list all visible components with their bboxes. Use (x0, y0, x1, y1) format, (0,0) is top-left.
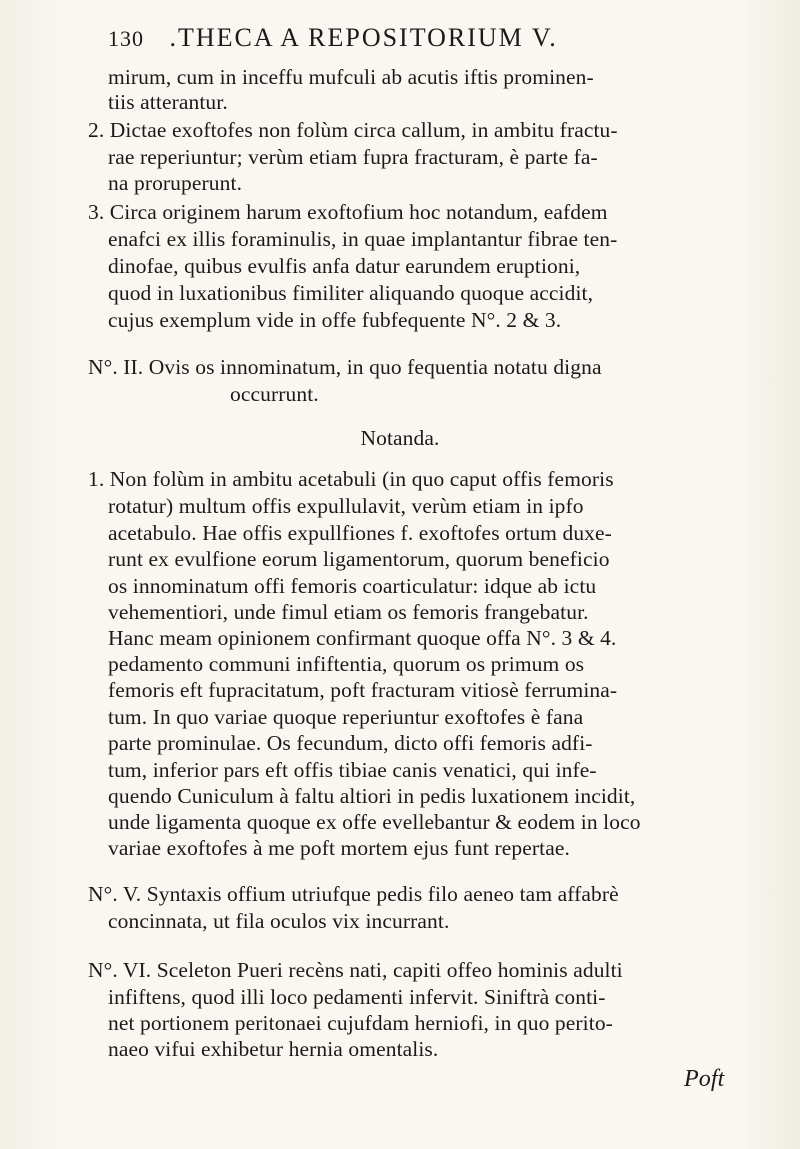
text-line: vehementiori, unde fimul etiam os femoris frangebatur. (108, 600, 589, 624)
text-line: naeo vifui exhibetur hernia omentalis. (108, 1037, 439, 1061)
text-line: 2. Dictae exoftofes non folùm circa callum, in ambitu fractu- (88, 118, 618, 142)
text-line: tum, inferior pars eft offis tibiae canis venatici, qui infe- (108, 758, 597, 782)
text-line: parte prominulae. Os fecundum, dicto offi femoris adfi- (108, 731, 593, 755)
text-line: dinofae, quibus evulfis anfa datur earundem eruptioni, (108, 254, 581, 278)
text-line: net portionem peritonaei cujufdam herniofi, in quo perito- (108, 1011, 613, 1035)
text-line: variae exoftofes à me poft mortem ejus funt repertae. (108, 836, 570, 860)
text-line: enafci ex illis foraminulis, in quae implantantur fibrae ten- (108, 227, 618, 251)
text-line: pedamento communi infiftentia, quorum os primum os (108, 652, 585, 676)
running-header (108, 22, 748, 55)
text-line: rae reperiuntur; verùm etiam fupra fracturam, è parte fa- (108, 145, 598, 169)
text-line: cujus exemplum vide in offe fubfequente N°. 2 & 3. (108, 308, 562, 332)
text-line: os innominatum offi femoris coarticulatur: idque ab ictu (108, 574, 597, 598)
text-line: N°. V. Syntaxis offium utriufque pedis filo aeneo tam affabrè (88, 882, 619, 906)
text-line: 3. Circa originem harum exoftofium hoc notandum, eafdem (88, 200, 608, 224)
text-line: infiftens, quod illi loco pedamenti infervit. Siniftrà conti- (108, 985, 606, 1009)
text-line: 1. Non folùm in ambitu acetabuli (in quo caput offis femoris (88, 467, 614, 491)
text-line: quod in luxationibus fimiliter aliquando quoque accidit, (108, 281, 594, 305)
text-line: Hanc meam opinionem confirmant quoque offa N°. 3 & 4. (108, 626, 617, 650)
text-line: concinnata, ut fila oculos vix incurrant. (108, 909, 450, 933)
text-line: occurrunt. (230, 382, 319, 406)
text-line: na proruperunt. (108, 171, 243, 195)
text-line: tiis atterantur. (108, 90, 228, 114)
section-heading: Notanda. (360, 426, 440, 450)
text-line: quendo Cuniculum à faltu altiori in pedis luxationem incidit, (108, 784, 636, 808)
text-line: mirum, cum in inceffu mufculi ab acutis iftis prominen- (108, 65, 594, 89)
text-line: tum. In quo variae quoque reperiuntur exoftofes è fana (108, 705, 584, 729)
text-line: unde ligamenta quoque ex offe evellebantur & eodem in loco (108, 810, 641, 834)
page-number: 130 (108, 26, 144, 51)
text-line: runt ex evulfione eorum ligamentorum, quorum beneficio (108, 547, 610, 571)
text-line: N°. VI. Sceleton Pueri recèns nati, capiti offeo hominis adulti (88, 958, 623, 982)
text-line: rotatur) multum offis expullulavit, verùm etiam in ipfo (108, 494, 584, 518)
text-line: acetabulo. Hae offis expullfiones f. exoftofes ortum duxe- (108, 521, 612, 545)
running-title: .THECA A REPOSITORIUM V. (169, 23, 558, 52)
text-line: N°. II. Ovis os innominatum, in quo fequentia notatu digna (88, 355, 602, 379)
text-line: femoris eft fupracitatum, poft fracturam vitiosè ferrumina- (108, 678, 618, 702)
catchword: Poft (684, 1066, 725, 1092)
